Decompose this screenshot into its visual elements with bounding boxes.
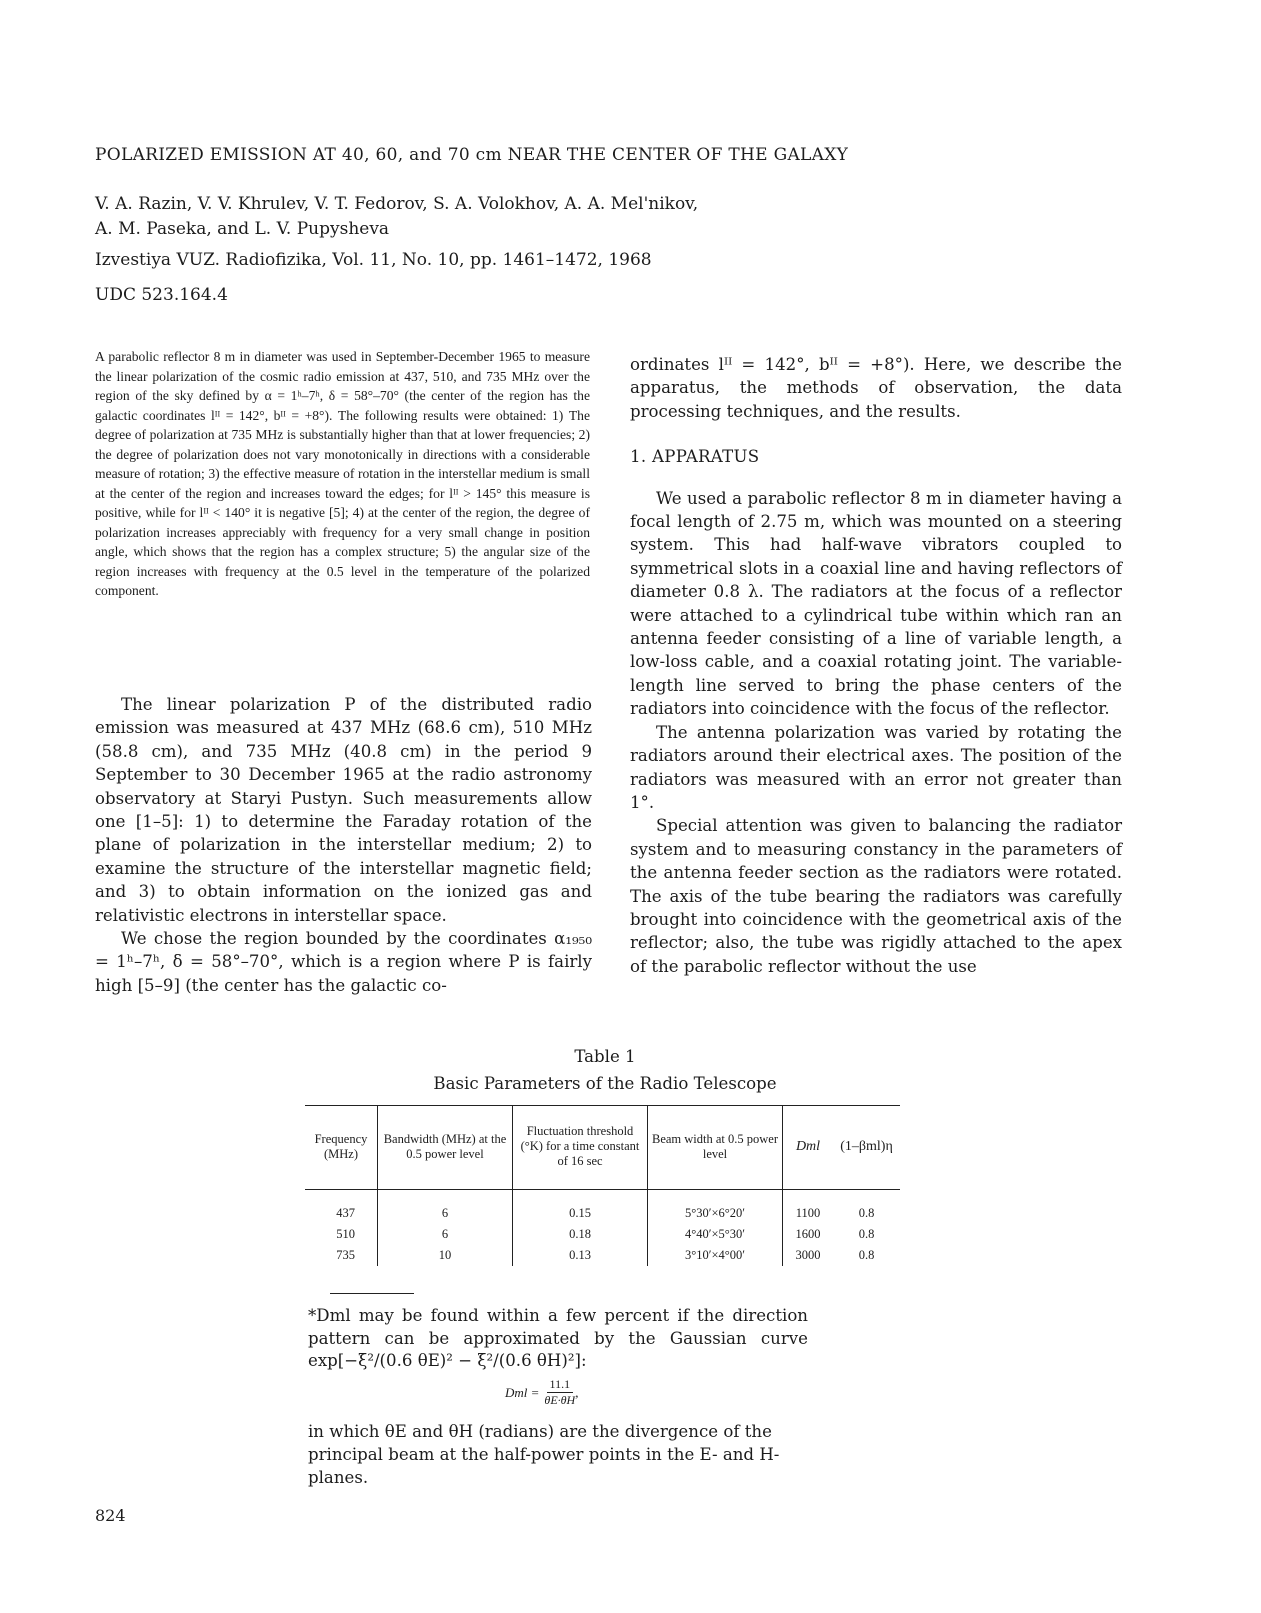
header-frequency: Frequency (MHz) <box>305 1106 378 1190</box>
cell-beam-width: 5°30′×6°20′ <box>648 1203 783 1224</box>
udc-code: UDC 523.164.4 <box>95 285 228 305</box>
cell-threshold: 0.18 <box>513 1224 648 1245</box>
cell-dml: 3000 <box>783 1245 834 1266</box>
footnote-divider <box>330 1293 414 1294</box>
page-number: 824 <box>95 1506 126 1525</box>
formula-tail: , <box>575 1384 579 1400</box>
cell-frequency: 510 <box>336 1227 355 1241</box>
table-caption <box>300 1043 910 1097</box>
cell-threshold: 0.13 <box>513 1245 648 1266</box>
authors-line-2: A. M. Paseka, and L. V. Pupysheva <box>95 219 390 239</box>
table-number: Table 1 <box>574 1047 636 1066</box>
cell-bandwidth: 6 <box>378 1203 513 1224</box>
formula-lhs: Dml = <box>505 1384 540 1400</box>
author-list <box>95 192 698 242</box>
cell-frequency: 735 <box>336 1248 355 1262</box>
cell-beam-width: 3°10′×4°00′ <box>648 1245 783 1266</box>
formula-denominator: θE·θH <box>544 1393 576 1407</box>
apparatus-paragraph-1: We used a parabolic reflector 8 m in diameter having a focal length of 2.75 m, which was mounted on a steering system. This had half-wave vibrators coupled to symmetrical slots in a coaxial line and having reflectors of diameter 0.8 λ. The radiators at the focus of a reflector were attached to a cylindrical tube within which ran an antenna feeder consisting of a line of variable length, a low-loss cable, and a coaxial rotating joint. The variable-length line served to bring the phase centers of the radiators into coincidence with the focus of the reflector. <box>630 488 1122 719</box>
header-beam-width: Beam width at 0.5 power level <box>648 1106 783 1190</box>
parameters-table <box>305 1105 900 1266</box>
formula-numerator: 11.1 <box>547 1377 574 1393</box>
cell-bandwidth: 10 <box>378 1245 513 1266</box>
footnote-explanation: in which θE and θH (radians) are the divergence of the principal beam at the half-power points in the E- and H-planes. <box>308 1422 780 1487</box>
section-heading-apparatus: 1. APPARATUS <box>630 447 760 467</box>
table-header-row <box>305 1106 900 1190</box>
apparatus-paragraph-2: The antenna polarization was varied by rotating the radiators around their electrical axes. The position of the radiators was measured with an error not greater than 1°. <box>630 722 1122 812</box>
cell-threshold: 0.15 <box>513 1203 648 1224</box>
table-footnote: *Dml may be found within a few percent if the direction pattern can be approximated by the Gaussian curve exp[−ξ²/(0.6 θE)² − ξ²/(0.6 θH)²]: <box>308 1306 808 1370</box>
left-column <box>95 693 592 997</box>
table-title: Basic Parameters of the Radio Telescope <box>433 1074 777 1093</box>
dml-formula <box>505 1377 578 1408</box>
intro-paragraph-2: We chose the region bounded by the coordinates α₁₉₅₀ = 1ʰ–7ʰ, δ = 58°–70°, which is a region where P is fairly high [5–9] (the center has the galactic co- <box>95 929 592 995</box>
intro-paragraph-1: The linear polarization P of the distributed radio emission was measured at 437 MHz (68.6 cm), 510 MHz (58.8 cm), and 735 MHz (40.8 cm) in the period 9 September to 30 December 1965 at the radio astronomy observatory at Staryi Pustyn. Such measurements allow one [1–5]: 1) to determine the Faraday rotation of the plane of polarization in the interstellar medium; 2) to examine the structure of the interstellar magnetic field; and 3) to obtain information on the ionized gas and relativistic electrons in interstellar space. <box>95 695 592 925</box>
header-dml: Dml <box>783 1106 834 1190</box>
paper-title: POLARIZED EMISSION AT 40, 60, and 70 cm NEAR THE CENTER OF THE GALAXY <box>95 145 849 165</box>
right-column <box>630 353 1122 978</box>
journal-citation: Izvestiya VUZ. Radiofizika, Vol. 11, No. 10, pp. 1461–1472, 1968 <box>95 250 652 270</box>
table-row <box>305 1203 900 1224</box>
cell-efficiency: 0.8 <box>858 1206 875 1220</box>
apparatus-paragraph-3: Special attention was given to balancing the radiator system and to measuring constancy in the parameters of the antenna feeder section as the radiators were rotated. The axis of the tube bearing the radiators was carefully brought into coincidence with the geometrical axis of the reflector; also, the tube was rigidly attached to the apex of the parabolic reflector without the use <box>630 816 1122 976</box>
formula-fraction <box>544 1377 575 1408</box>
cell-efficiency: 0.8 <box>858 1227 875 1241</box>
authors-line-1: V. A. Razin, V. V. Khrulev, V. T. Fedorov, S. A. Volokhov, A. A. Mel'nikov, <box>95 194 699 214</box>
cell-bandwidth: 6 <box>378 1224 513 1245</box>
table-row <box>305 1245 900 1266</box>
cell-efficiency: 0.8 <box>858 1248 875 1262</box>
cell-beam-width: 4°40′×5°30′ <box>648 1224 783 1245</box>
abstract: A parabolic reflector 8 m in diameter was used in September-December 1965 to measure the linear polarization of the cosmic radio emission at 437, 510, and 735 MHz over the region of the sky defined by α = 1ʰ–7ʰ, δ = 58°–70° (the center of the region has the galactic coordinates lᴵᴵ = 142°, bᴵᴵ = +8°). The following results were obtained: 1) The degree of polarization at 735 MHz is substantially higher than that at lower frequencies; 2) the degree of polarization does not vary monotonically in directions with a considerable measure of rotation; 3) the effective measure of rotation in the interstellar medium is small at the center of the region and increases toward the edges; for lᴵᴵ > 145° this measure is positive, while for lᴵᴵ < 140° it is negative [5]; 4) at the center of the region, the degree of polarization increases appreciably with frequency for a very small change in position angle, which shows that the region has a complex structure; 5) the angular size of the region increases with frequency at the 0.5 level in the temperature of the polarized component. <box>95 349 590 598</box>
header-bandwidth: Bandwidth (MHz) at the 0.5 power level <box>378 1106 513 1190</box>
intro-paragraph-continued: ordinates lᴵᴵ = 142°, bᴵᴵ = +8°). Here, we describe the apparatus, the methods of observation, the data processing techniques, and the results. <box>630 355 1122 421</box>
cell-dml: 1100 <box>783 1203 834 1224</box>
table-row <box>305 1224 900 1245</box>
cell-frequency: 437 <box>336 1206 355 1220</box>
header-fluctuation-threshold: Fluctuation threshold (°K) for a time constant of 16 sec <box>513 1106 648 1190</box>
cell-dml: 1600 <box>783 1224 834 1245</box>
header-efficiency: (1–βml)η <box>833 1106 900 1190</box>
